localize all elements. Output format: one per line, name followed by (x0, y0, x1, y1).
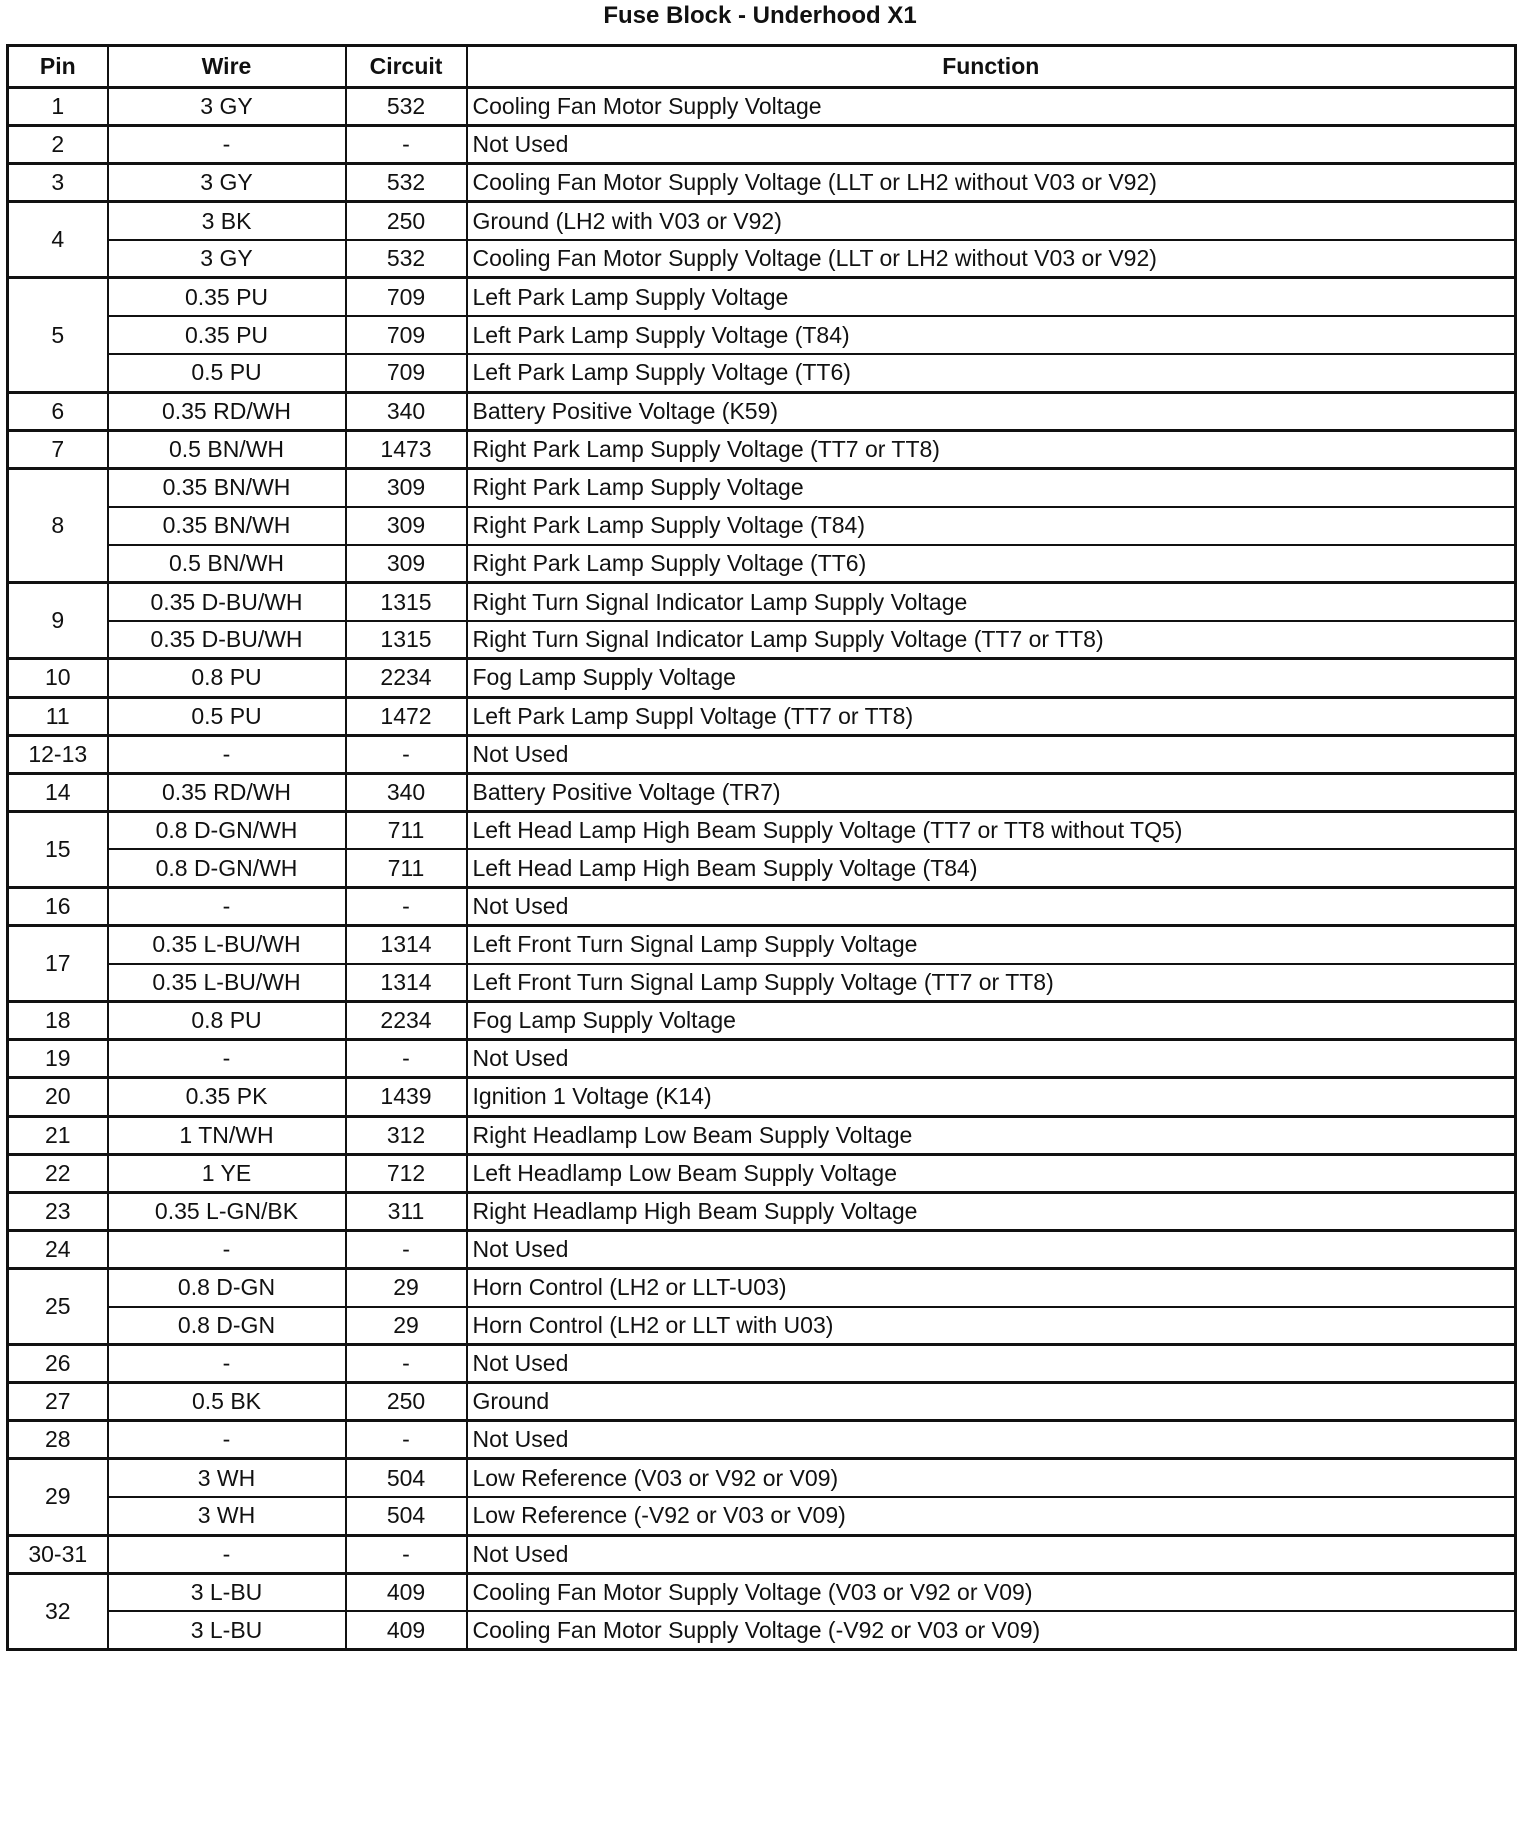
table-row (8, 240, 1516, 278)
circuit-cell: 1314 (346, 964, 467, 1002)
table-row (8, 1040, 1516, 1078)
wire-cell: 0.35 L-BU/WH (108, 964, 346, 1002)
pin-cell: 28 (8, 1421, 108, 1459)
pin-cell: 32 (8, 1573, 108, 1649)
function-cell: Ground (467, 1383, 1516, 1421)
wire-cell: 0.35 BN/WH (108, 507, 346, 545)
table-row (8, 849, 1516, 887)
column-header-function: Function (467, 46, 1516, 88)
pin-group (8, 164, 1516, 202)
function-cell: Left Park Lamp Suppl Voltage (TT7 or TT8) (467, 697, 1516, 735)
pin-group (8, 1230, 1516, 1268)
pin-cell: 7 (8, 430, 108, 468)
table-row (8, 1230, 1516, 1268)
circuit-cell: - (346, 1345, 467, 1383)
circuit-cell: 709 (346, 278, 467, 316)
table-row (8, 354, 1516, 392)
function-cell: Left Head Lamp High Beam Supply Voltage (T84) (467, 849, 1516, 887)
table-header (8, 46, 1516, 88)
pin-cell: 27 (8, 1383, 108, 1421)
pin-group (8, 811, 1516, 887)
table-row (8, 126, 1516, 164)
circuit-cell: 309 (346, 545, 467, 583)
circuit-cell: 532 (346, 88, 467, 126)
pin-group (8, 659, 1516, 697)
circuit-cell: 532 (346, 164, 467, 202)
circuit-cell: 1315 (346, 621, 467, 659)
wire-cell: 0.5 PU (108, 697, 346, 735)
wire-cell: 3 GY (108, 240, 346, 278)
table-row (8, 88, 1516, 126)
pin-group (8, 1192, 1516, 1230)
wire-cell: 3 BK (108, 202, 346, 240)
pin-group (8, 1459, 1516, 1535)
function-cell: Not Used (467, 1421, 1516, 1459)
wire-cell: - (108, 126, 346, 164)
table-row (8, 468, 1516, 506)
circuit-cell: 2234 (346, 659, 467, 697)
column-header-pin: Pin (8, 46, 108, 88)
function-cell: Not Used (467, 1230, 1516, 1268)
table-row (8, 811, 1516, 849)
table-row (8, 1535, 1516, 1573)
function-cell: Left Park Lamp Supply Voltage (TT6) (467, 354, 1516, 392)
pin-group (8, 278, 1516, 392)
table-row (8, 507, 1516, 545)
function-cell: Right Park Lamp Supply Voltage (TT6) (467, 545, 1516, 583)
pin-cell: 3 (8, 164, 108, 202)
pin-cell: 2 (8, 126, 108, 164)
pin-cell: 19 (8, 1040, 108, 1078)
wire-cell: 0.35 D-BU/WH (108, 583, 346, 621)
function-cell: Fog Lamp Supply Voltage (467, 1002, 1516, 1040)
function-cell: Left Front Turn Signal Lamp Supply Voltage (TT7 or TT8) (467, 964, 1516, 1002)
wire-cell: - (108, 1345, 346, 1383)
function-cell: Right Park Lamp Supply Voltage (T84) (467, 507, 1516, 545)
circuit-cell: - (346, 1421, 467, 1459)
wire-cell: 3 L-BU (108, 1573, 346, 1611)
column-header-circuit: Circuit (346, 46, 467, 88)
function-cell: Left Headlamp Low Beam Supply Voltage (467, 1154, 1516, 1192)
wire-cell: 0.5 BK (108, 1383, 346, 1421)
pin-cell: 24 (8, 1230, 108, 1268)
pin-group (8, 773, 1516, 811)
wire-cell: - (108, 735, 346, 773)
table-row (8, 1497, 1516, 1535)
pin-cell: 16 (8, 887, 108, 925)
circuit-cell: 532 (346, 240, 467, 278)
function-cell: Horn Control (LH2 or LLT-U03) (467, 1268, 1516, 1306)
pin-cell: 11 (8, 697, 108, 735)
pin-group (8, 468, 1516, 582)
function-cell: Low Reference (V03 or V92 or V09) (467, 1459, 1516, 1497)
table-row (8, 964, 1516, 1002)
table-row (8, 926, 1516, 964)
table-row (8, 545, 1516, 583)
wire-cell: 1 YE (108, 1154, 346, 1192)
function-cell: Not Used (467, 1040, 1516, 1078)
table-row (8, 735, 1516, 773)
function-cell: Battery Positive Voltage (K59) (467, 392, 1516, 430)
table-row (8, 1307, 1516, 1345)
pin-cell: 18 (8, 1002, 108, 1040)
function-cell: Ignition 1 Voltage (K14) (467, 1078, 1516, 1116)
pin-cell: 15 (8, 811, 108, 887)
wire-cell: - (108, 887, 346, 925)
pin-group (8, 1421, 1516, 1459)
function-cell: Ground (LH2 with V03 or V92) (467, 202, 1516, 240)
wire-cell: 3 GY (108, 88, 346, 126)
function-cell: Right Headlamp High Beam Supply Voltage (467, 1192, 1516, 1230)
circuit-cell: 1473 (346, 430, 467, 468)
pin-group (8, 88, 1516, 126)
circuit-cell: 409 (346, 1611, 467, 1649)
wire-cell: 0.8 PU (108, 1002, 346, 1040)
circuit-cell: 309 (346, 507, 467, 545)
function-cell: Not Used (467, 1535, 1516, 1573)
circuit-cell: 309 (346, 468, 467, 506)
wire-cell: 0.35 PU (108, 278, 346, 316)
wire-cell: 1 TN/WH (108, 1116, 346, 1154)
circuit-cell: 1314 (346, 926, 467, 964)
pin-group (8, 583, 1516, 659)
pin-cell: 25 (8, 1268, 108, 1344)
pin-cell: 5 (8, 278, 108, 392)
pin-group (8, 1116, 1516, 1154)
pin-group (8, 1268, 1516, 1344)
wire-cell: 0.35 RD/WH (108, 392, 346, 430)
table-row (8, 583, 1516, 621)
circuit-cell: 409 (346, 1573, 467, 1611)
table-row (8, 621, 1516, 659)
circuit-cell: 712 (346, 1154, 467, 1192)
table-row (8, 697, 1516, 735)
page-title: Fuse Block - Underhood X1 (603, 2, 917, 29)
function-cell: Cooling Fan Motor Supply Voltage (LLT or LH2 without V03 or V92) (467, 164, 1516, 202)
circuit-cell: 1439 (346, 1078, 467, 1116)
pin-group (8, 735, 1516, 773)
column-header-wire: Wire (108, 46, 346, 88)
pin-cell: 1 (8, 88, 108, 126)
circuit-cell: 504 (346, 1459, 467, 1497)
wire-cell: - (108, 1421, 346, 1459)
pin-cell: 30-31 (8, 1535, 108, 1573)
wire-cell: 0.8 D-GN/WH (108, 849, 346, 887)
pin-group (8, 926, 1516, 1002)
function-cell: Right Park Lamp Supply Voltage (TT7 or TT8) (467, 430, 1516, 468)
wire-cell: 0.35 L-GN/BK (108, 1192, 346, 1230)
circuit-cell: 340 (346, 773, 467, 811)
function-cell: Not Used (467, 126, 1516, 164)
circuit-cell: 711 (346, 811, 467, 849)
table-row (8, 316, 1516, 354)
table-row (8, 1192, 1516, 1230)
pin-group (8, 430, 1516, 468)
circuit-cell: 250 (346, 202, 467, 240)
circuit-cell: - (346, 735, 467, 773)
pin-cell: 14 (8, 773, 108, 811)
function-cell: Not Used (467, 735, 1516, 773)
pin-cell: 9 (8, 583, 108, 659)
table-row (8, 1383, 1516, 1421)
circuit-cell: - (346, 1535, 467, 1573)
circuit-cell: - (346, 1040, 467, 1078)
wire-cell: 3 L-BU (108, 1611, 346, 1649)
pin-group (8, 697, 1516, 735)
pin-group (8, 1535, 1516, 1573)
table-row (8, 1078, 1516, 1116)
circuit-cell: 29 (346, 1307, 467, 1345)
circuit-cell: 1472 (346, 697, 467, 735)
function-cell: Cooling Fan Motor Supply Voltage (LLT or LH2 without V03 or V92) (467, 240, 1516, 278)
circuit-cell: 2234 (346, 1002, 467, 1040)
wire-cell: 0.35 PU (108, 316, 346, 354)
wire-cell: - (108, 1040, 346, 1078)
pin-group (8, 392, 1516, 430)
function-cell: Left Park Lamp Supply Voltage (467, 278, 1516, 316)
pin-cell: 6 (8, 392, 108, 430)
circuit-cell: - (346, 126, 467, 164)
wire-cell: 0.5 BN/WH (108, 545, 346, 583)
pin-group (8, 1383, 1516, 1421)
pin-group (8, 1002, 1516, 1040)
wire-cell: 0.35 D-BU/WH (108, 621, 346, 659)
pin-cell: 17 (8, 926, 108, 1002)
table-row (8, 1268, 1516, 1306)
wire-cell: 0.8 PU (108, 659, 346, 697)
pin-group (8, 1154, 1516, 1192)
table-row (8, 164, 1516, 202)
pin-group (8, 1040, 1516, 1078)
table-row (8, 773, 1516, 811)
table-row (8, 1154, 1516, 1192)
pin-group (8, 126, 1516, 164)
table-row (8, 1573, 1516, 1611)
wire-cell: 0.8 D-GN/WH (108, 811, 346, 849)
pin-group (8, 1573, 1516, 1649)
table-row (8, 887, 1516, 925)
pin-group (8, 1345, 1516, 1383)
function-cell: Right Park Lamp Supply Voltage (467, 468, 1516, 506)
circuit-cell: 311 (346, 1192, 467, 1230)
function-cell: Horn Control (LH2 or LLT with U03) (467, 1307, 1516, 1345)
circuit-cell: 29 (346, 1268, 467, 1306)
function-cell: Cooling Fan Motor Supply Voltage (467, 88, 1516, 126)
pin-cell: 4 (8, 202, 108, 278)
pin-cell: 23 (8, 1192, 108, 1230)
circuit-cell: 1315 (346, 583, 467, 621)
wire-cell: 0.35 L-BU/WH (108, 926, 346, 964)
wire-cell: 3 GY (108, 164, 346, 202)
function-cell: Right Headlamp Low Beam Supply Voltage (467, 1116, 1516, 1154)
pin-cell: 22 (8, 1154, 108, 1192)
function-cell: Cooling Fan Motor Supply Voltage (V03 or V92 or V09) (467, 1573, 1516, 1611)
pin-cell: 29 (8, 1459, 108, 1535)
table-row (8, 1002, 1516, 1040)
table-row (8, 202, 1516, 240)
circuit-cell: 504 (346, 1497, 467, 1535)
table-row (8, 1459, 1516, 1497)
wire-cell: 0.8 D-GN (108, 1268, 346, 1306)
pin-group (8, 887, 1516, 925)
table-row (8, 1345, 1516, 1383)
circuit-cell: 250 (346, 1383, 467, 1421)
circuit-cell: 340 (346, 392, 467, 430)
table-row (8, 1116, 1516, 1154)
pin-cell: 12-13 (8, 735, 108, 773)
table-row (8, 1421, 1516, 1459)
function-cell: Left Front Turn Signal Lamp Supply Voltage (467, 926, 1516, 964)
table-row (8, 1611, 1516, 1649)
function-cell: Right Turn Signal Indicator Lamp Supply Voltage (TT7 or TT8) (467, 621, 1516, 659)
table-row (8, 659, 1516, 697)
table-row (8, 430, 1516, 468)
wire-cell: 0.35 PK (108, 1078, 346, 1116)
pin-cell: 8 (8, 468, 108, 582)
wire-cell: 0.8 D-GN (108, 1307, 346, 1345)
pin-group (8, 1078, 1516, 1116)
wire-cell: - (108, 1535, 346, 1573)
table-row (8, 392, 1516, 430)
pin-cell: 26 (8, 1345, 108, 1383)
pin-group (8, 202, 1516, 278)
function-cell: Low Reference (-V92 or V03 or V09) (467, 1497, 1516, 1535)
circuit-cell: 312 (346, 1116, 467, 1154)
circuit-cell: 709 (346, 316, 467, 354)
function-cell: Not Used (467, 1345, 1516, 1383)
pin-cell: 10 (8, 659, 108, 697)
table-row (8, 278, 1516, 316)
wire-cell: 3 WH (108, 1459, 346, 1497)
header-row (8, 46, 1516, 88)
function-cell: Left Park Lamp Supply Voltage (T84) (467, 316, 1516, 354)
wire-cell: 0.35 RD/WH (108, 773, 346, 811)
circuit-cell: 709 (346, 354, 467, 392)
function-cell: Left Head Lamp High Beam Supply Voltage (TT7 or TT8 without TQ5) (467, 811, 1516, 849)
circuit-cell: - (346, 1230, 467, 1268)
circuit-cell: - (346, 887, 467, 925)
function-cell: Battery Positive Voltage (TR7) (467, 773, 1516, 811)
wire-cell: - (108, 1230, 346, 1268)
function-cell: Cooling Fan Motor Supply Voltage (-V92 or V03 or V09) (467, 1611, 1516, 1649)
function-cell: Not Used (467, 887, 1516, 925)
function-cell: Right Turn Signal Indicator Lamp Supply Voltage (467, 583, 1516, 621)
connector-pinout-table (6, 44, 1517, 1651)
wire-cell: 3 WH (108, 1497, 346, 1535)
function-cell: Fog Lamp Supply Voltage (467, 659, 1516, 697)
wire-cell: 0.5 BN/WH (108, 430, 346, 468)
wire-cell: 0.35 BN/WH (108, 468, 346, 506)
wire-cell: 0.5 PU (108, 354, 346, 392)
circuit-cell: 711 (346, 849, 467, 887)
pin-cell: 21 (8, 1116, 108, 1154)
pin-cell: 20 (8, 1078, 108, 1116)
